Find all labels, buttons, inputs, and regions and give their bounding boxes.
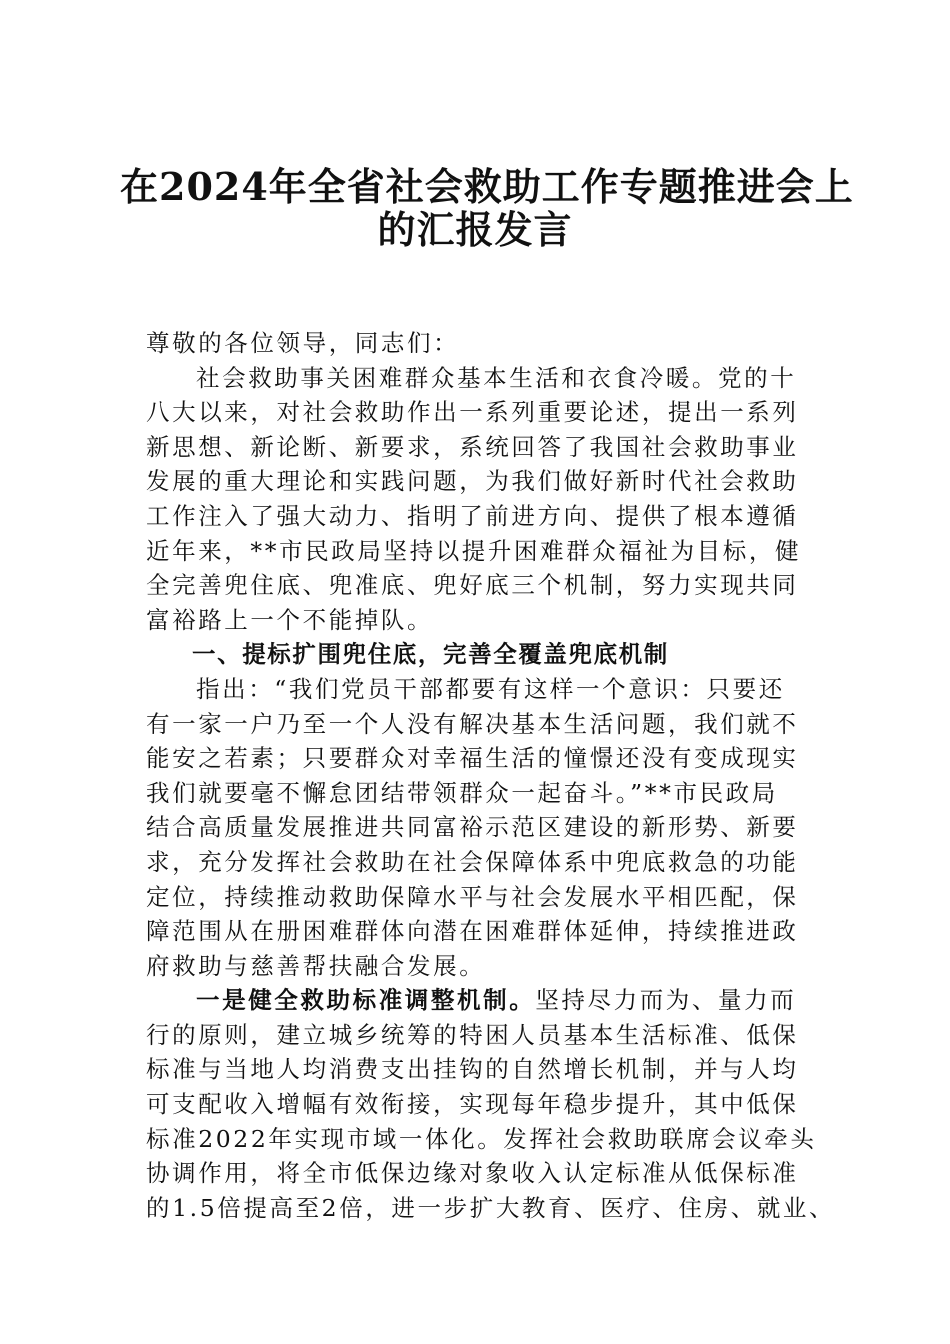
section-line: 指出：“我们党员干部都要有这样一个意识：只要还 (196, 674, 785, 703)
document-body (146, 326, 836, 1225)
section-line: 求，充分发挥社会救助在社会保障体系中兜底救急的功能 (146, 847, 799, 876)
point-line: 协调作用，将全市低保边缘对象收入认定标准从低保标准 (146, 1159, 799, 1188)
section-line: 府救助与慈善帮扶融合发展。 (146, 951, 486, 980)
point-lead: 一是健全救助标准调整机制。 (196, 986, 536, 1015)
section-line: 障范围从在册困难群体向潜在困难群体延伸，持续推进政 (146, 917, 799, 946)
point-first-rest: 坚持尽力而为、量力而 (535, 986, 797, 1015)
point-line: 可支配收入增幅有效衔接，实现每年稳步提升，其中低保 (146, 1090, 799, 1119)
section-line: 我们就要毫不懈怠团结带领群众一起奋斗。”**市民政局 (146, 778, 778, 807)
intro-line: 工作注入了强大动力、指明了前进方向、提供了根本遵循 (146, 501, 799, 530)
section-heading: 一、提标扩围兜住底，完善全覆盖兜底机制 (192, 640, 669, 669)
intro-line: 八大以来，对社会救助作出一系列重要论述，提出一系列 (146, 398, 799, 427)
intro-line: 近年来，**市民政局坚持以提升困难群众福祉为目标，健 (146, 536, 802, 565)
intro-line: 发展的重大理论和实践问题，为我们做好新时代社会救助 (146, 467, 799, 496)
intro-line: 新思想、新论断、新要求，系统回答了我国社会救助事业 (146, 432, 799, 461)
point-line: 标准与当地人均消费支出挂钩的自然增长机制，并与人均 (146, 1055, 799, 1084)
point-line: 行的原则，建立城乡统筹的特困人员基本生活标准、低保 (146, 1020, 799, 1049)
section-line: 有一家一户乃至一个人没有解决基本生活问题，我们就不 (146, 709, 799, 738)
intro-line: 富裕路上一个不能掉队。 (146, 605, 434, 634)
salutation: 尊敬的各位领导，同志们： (146, 329, 460, 357)
point-line: 标准2022年实现市域一体化。发挥社会救助联席会议牵头 (146, 1124, 817, 1153)
intro-line: 社会救助事关困难群众基本生活和衣食冷暖。党的十 (196, 363, 797, 392)
intro-line: 全完善兜住底、兜准底、兜好底三个机制，努力实现共同 (146, 571, 799, 600)
section-line: 能安之若素；只要群众对幸福生活的憧憬还没有变成现实 (146, 744, 799, 773)
section-line: 定位，持续推动救助保障水平与社会发展水平相匹配，保 (146, 882, 799, 911)
document-title-line-1: 在2024年全省社会救助工作专题推进会上 (120, 164, 854, 209)
section-line: 结合高质量发展推进共同富裕示范区建设的新形势、新要 (146, 813, 799, 842)
point-first-line (146, 983, 826, 1018)
point-line: 的1.5倍提高至2倍，进一步扩大教育、医疗、住房、就业、 (146, 1193, 836, 1222)
document-title-line-2: 的汇报发言 (377, 207, 573, 252)
